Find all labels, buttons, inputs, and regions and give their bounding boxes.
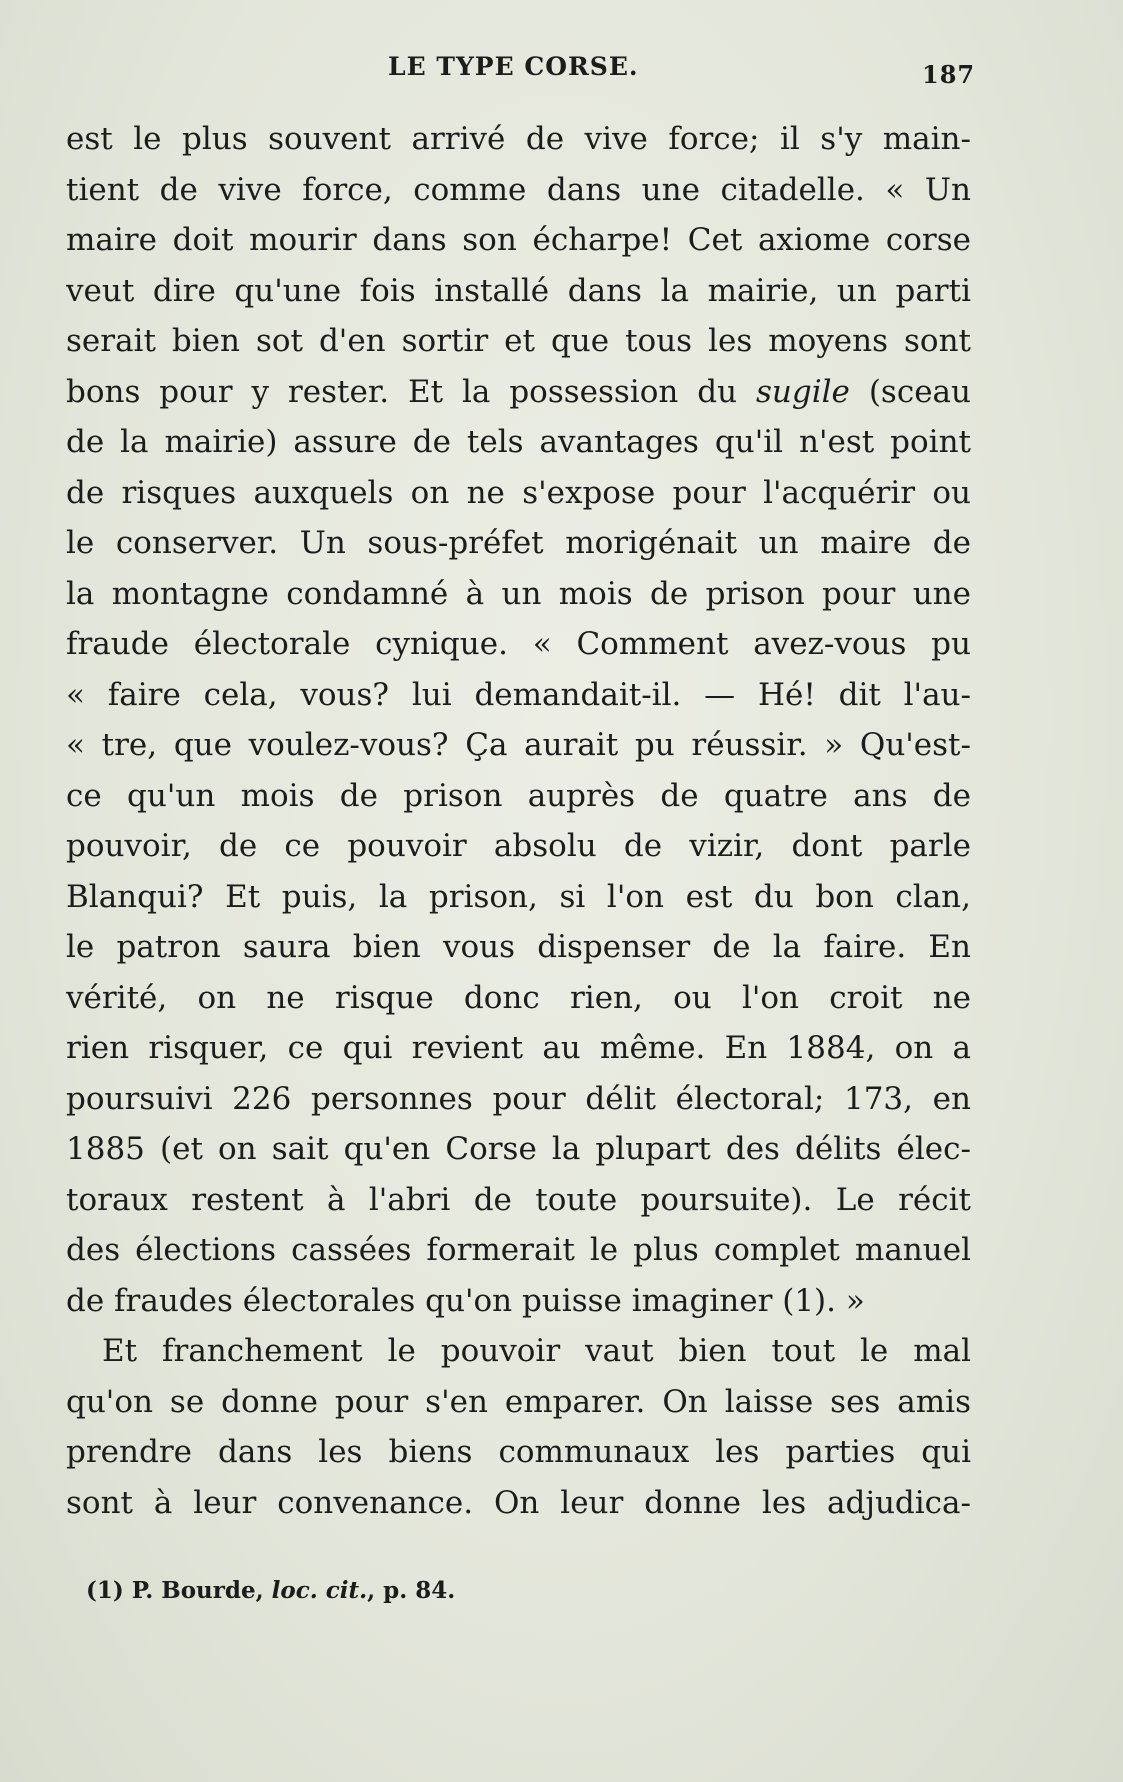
text-line: toraux restent à l'abri de toute poursuite). Le récit [66, 1181, 971, 1218]
text-line: tient de vive force, comme dans une citadelle. « Un [66, 171, 971, 208]
running-head [0, 52, 1123, 92]
page-number: 187 [922, 60, 976, 89]
text-line: ce qu'un mois de prison auprès de quatre ans de [66, 777, 971, 814]
text-line: vérité, on ne risque donc rien, ou l'on croit ne [66, 979, 971, 1016]
text-line: rien risquer, ce qui revient au même. En 1884, on a [66, 1030, 971, 1066]
text-line: des élections cassées formerait le plus complet manuel [66, 1232, 971, 1268]
body-text [66, 114, 971, 1528]
footnote [86, 1577, 455, 1604]
text-line: serait bien sot d'en sortir et que tous les moyens sont [66, 323, 971, 359]
text-line: de la mairie) assure de tels avantages qu'il n'est point [66, 424, 971, 460]
text-line: « tre, que voulez-vous? Ça aurait pu réussir. » Qu'est- [66, 727, 971, 763]
text-line: 1885 (et on sait qu'en Corse la plupart des délits élec- [66, 1131, 971, 1167]
footnote-suffix: , p. 84. [367, 1577, 456, 1604]
footnote-prefix: (1) P. Bourde, [86, 1577, 264, 1604]
text-line: est le plus souvent arrivé de vive force; il s'y main- [66, 121, 971, 157]
text-line: sont à leur convenance. On leur donne les adjudica- [66, 1484, 971, 1521]
paragraph-start-line: Et franchement le pouvoir vaut bien tout le mal [102, 1333, 971, 1369]
text-line: maire doit mourir dans son écharpe! Cet axiome corse [66, 222, 971, 258]
text-line: le patron saura bien vous dispenser de la faire. En [66, 929, 971, 965]
text-line: fraude électorale cynique. « Comment avez-vous pu [66, 626, 971, 662]
footnote-italic: loc. cit. [271, 1577, 368, 1604]
text-line: prendre dans les biens communaux les parties qui [66, 1434, 971, 1470]
text-line: pouvoir, de ce pouvoir absolu de vizir, dont parle [66, 828, 971, 864]
text-line: « faire cela, vous? lui demandait-il. — Hé! dit l'au- [66, 676, 971, 713]
text-line: de fraudes électorales qu'on puisse imaginer (1). » [66, 1282, 865, 1319]
text-line: veut dire qu'une fois installé dans la mairie, un parti [66, 272, 971, 309]
text-segment: bons pour y rester. Et la possession du [66, 373, 738, 410]
text-line: Blanqui? Et puis, la prison, si l'on est du bon clan, [66, 878, 971, 915]
text-line: de risques auxquels on ne s'expose pour l'acquérir ou [66, 474, 971, 511]
text-line: poursuivi 226 personnes pour délit électoral; 173, en [66, 1080, 971, 1117]
italic-term: sugile [756, 373, 850, 410]
text-line-with-italic [66, 367, 971, 418]
text-line: qu'on se donne pour s'en emparer. On laisse ses amis [66, 1383, 971, 1420]
text-line: le conserver. Un sous-préfet morigénait un maire de [66, 525, 971, 561]
text-segment: (sceau [868, 373, 971, 410]
text-line: la montagne condamné à un mois de prison pour une [66, 575, 971, 612]
running-title: LE TYPE CORSE. [388, 52, 639, 81]
